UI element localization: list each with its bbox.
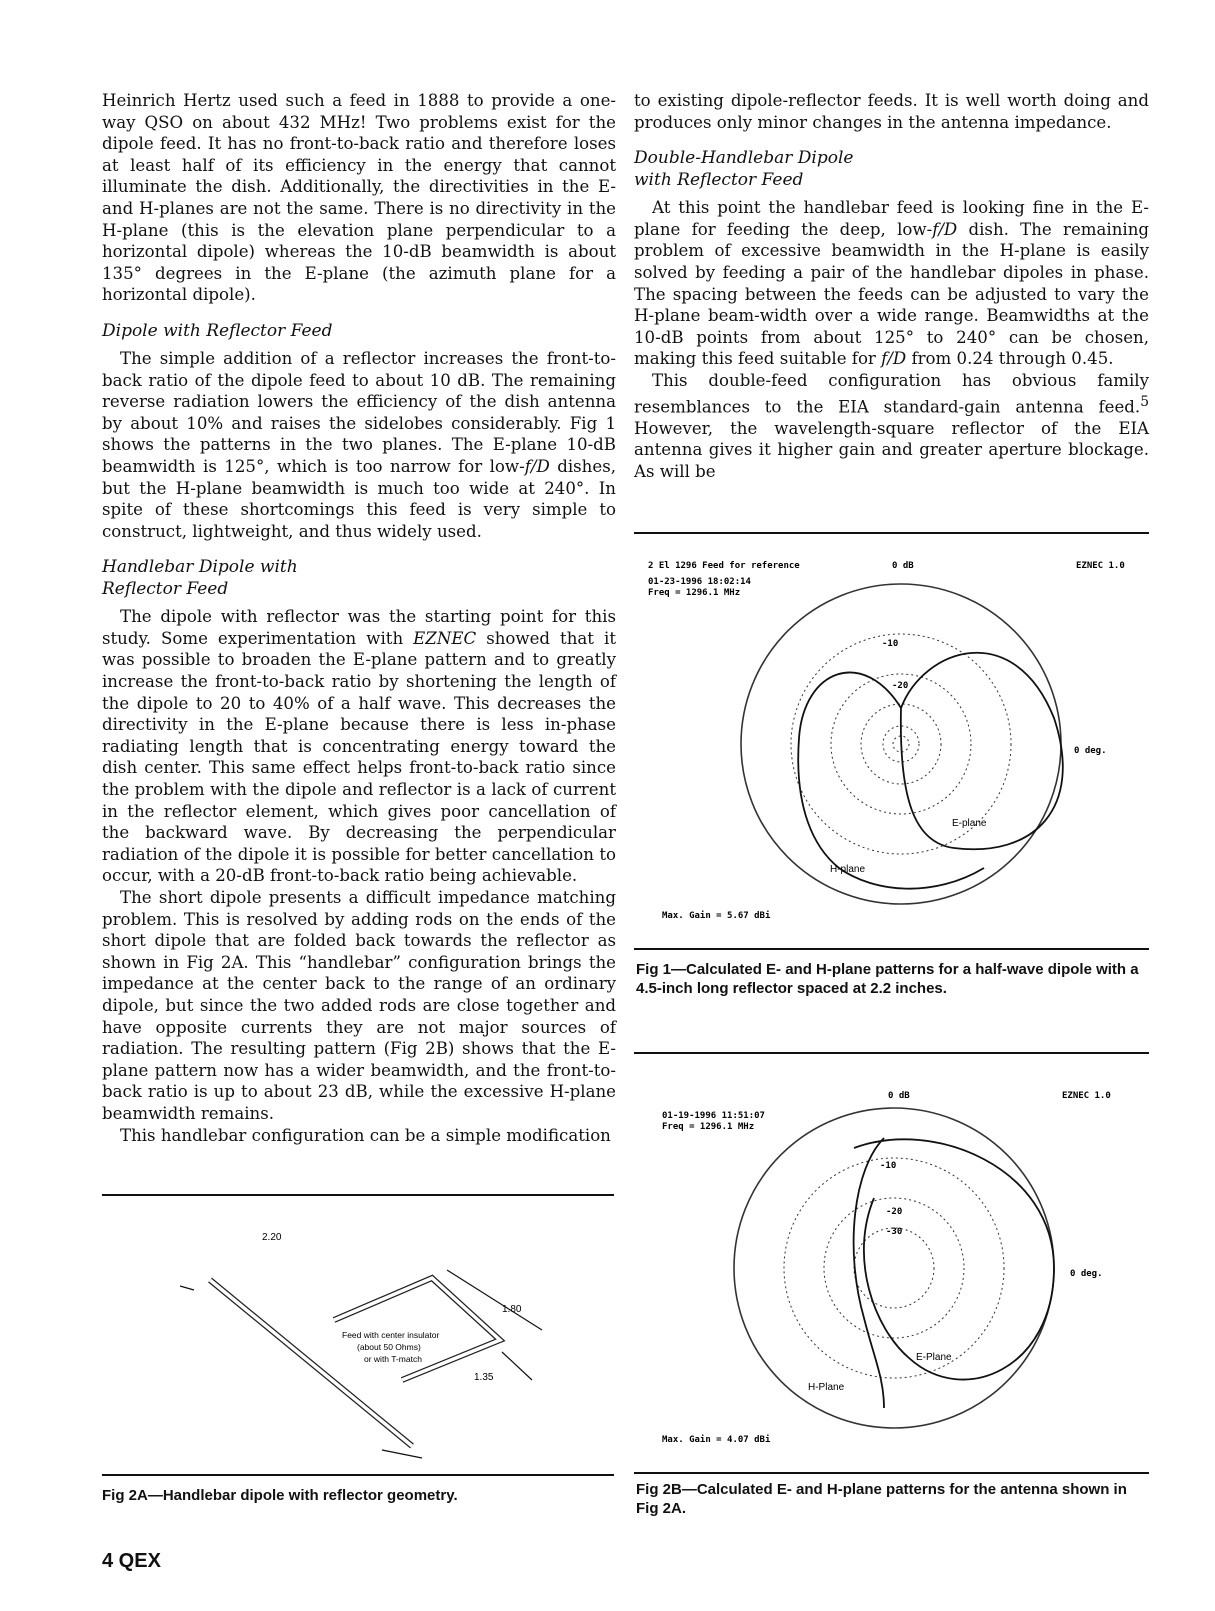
fig1-eplane-label: E-plane bbox=[952, 818, 987, 829]
fig1-header-mid: 0 dB bbox=[892, 561, 914, 571]
ring-30db bbox=[854, 1228, 934, 1308]
dim-label-220: 2.20 bbox=[262, 1232, 282, 1243]
fig1-date: 01-23-1996 18:02:14 bbox=[648, 577, 751, 587]
section-heading: Dipole with Reflector Feed bbox=[102, 320, 333, 341]
figure-rule bbox=[634, 1472, 1149, 1474]
dim-label-180: 1.80 bbox=[502, 1304, 522, 1315]
figure-rule bbox=[102, 1194, 614, 1196]
dim-arrow-left bbox=[180, 1286, 194, 1290]
figure-rule bbox=[634, 532, 1149, 534]
fig1-deg-label: 0 deg. bbox=[1074, 746, 1107, 756]
fig2b-hplane-curve bbox=[854, 1138, 884, 1408]
paragraph: This handlebar configuration can be a simple modification bbox=[120, 1125, 611, 1145]
fig2b-header-right: EZNEC 1.0 bbox=[1062, 1091, 1111, 1101]
fig1-ring-label-20: -20 bbox=[892, 681, 909, 691]
fig2b-ring-label-30: -30 bbox=[886, 1227, 903, 1237]
dim-line-135 bbox=[502, 1352, 532, 1380]
fig1-header-left: 2 El 1296 Feed for reference bbox=[648, 561, 800, 571]
fig2b-eplane-label: E-Plane bbox=[916, 1352, 952, 1363]
section-heading: Double-Handlebar Dipole with Reflector Feed bbox=[634, 148, 854, 191]
fig1-max-gain: Max. Gain = 5.67 dBi bbox=[662, 911, 771, 921]
fig1-hplane-curve bbox=[798, 672, 984, 888]
fig1-hplane-label: H-plane bbox=[830, 864, 866, 875]
fig2a-caption: Fig 2A—Handlebar dipole with reflector geometry. bbox=[102, 1487, 458, 1504]
fig1-freq: Freq = 1296.1 MHz bbox=[648, 588, 741, 598]
paragraph: At this point the handlebar feed is looking fine in the E-plane for feeding the deep, low-f/D dish. The remaining problem of excessive beamwidth in the H-plane is easily solved by feeding a pair of the handlebar dipoles in phase. The spacing between the feeds can be adjusted to vary the H-plane beam-width over a wide range. Beamwidths at the 10-dB points from about 125° to 240° can be chosen, making this feed suitable for f/D from 0.24 through 0.45. bbox=[634, 198, 1150, 369]
fig2b-date: 01-19-1996 11:51:07 bbox=[662, 1111, 765, 1121]
fig2b-caption: Fig 2B—Calculated E- and H-plane patterns for the antenna shown in Fig 2A. bbox=[636, 1481, 1127, 1517]
figure-rule bbox=[634, 1052, 1149, 1054]
fig2b-freq: Freq = 1296.1 MHz bbox=[662, 1122, 755, 1132]
fig1-ring-label-10: -10 bbox=[882, 639, 899, 649]
fig2b-ring-label-20: -20 bbox=[886, 1207, 903, 1217]
left-column bbox=[102, 90, 616, 1146]
dim-line-180 bbox=[447, 1270, 542, 1330]
fig2b-max-gain: Max. Gain = 4.07 dBi bbox=[662, 1435, 771, 1445]
paragraph: The dipole with reflector was the starting point for this study. Some experimentation with EZNEC showed that it was possible to broaden the E-plane pattern and to greatly increase the front-to-back ratio by shortening the length of the dipole to 20 to 40% of a half wave. This decreases the directivity in the E-plane because there is less in-phase radiating length that is concentrating energy toward the dish center. This same effect helps front-to-back ratio since the problem with the dipole and reflector is a lack of current in the reflector element, which gives poor cancellation of the backward wave. By decreasing the perpendicular radiation of the dipole it is possible for better cancellation to occur, with a 20-dB front-to-back ratio being achievable. bbox=[102, 607, 616, 886]
feed-note: (about 50 Ohms) bbox=[357, 1342, 421, 1352]
page-folio: 4 QEX bbox=[102, 1550, 161, 1572]
ring-0db bbox=[734, 1108, 1054, 1428]
fig1-polar-plot bbox=[634, 548, 1149, 928]
right-column bbox=[634, 90, 1149, 482]
fig2b-hplane-label: H-Plane bbox=[808, 1382, 845, 1393]
fig2b-header-mid: 0 dB bbox=[888, 1091, 910, 1101]
handlebar-dipole bbox=[334, 1278, 500, 1380]
fig2b-rings bbox=[734, 1108, 1054, 1428]
paragraph: to existing dipole-reflector feeds. It is well worth doing and produces only minor changes in the antenna impedance. bbox=[634, 91, 1149, 132]
figure-rule bbox=[102, 1474, 614, 1476]
paragraph: Heinrich Hertz used such a feed in 1888 to provide a one-way QSO on about 432 MHz! Two problems exist for the dipole feed. It has no front-to-back ratio and therefore loses at least half of its efficiency in the energy that cannot illuminate the dish. Additionally, the directivities in the E- and H-planes are not the same. There is no directivity in the H-plane (this is the elevation plane perpendicular to a horizontal dipole) whereas the 10-dB beamwidth is about 135° degrees in the E-plane (the azimuth plane for a horizontal dipole). bbox=[102, 91, 616, 305]
ring-20db bbox=[824, 1198, 964, 1338]
paragraph: The short dipole presents a difficult impedance matching problem. This is resolved by adding rods on the ends of the short dipole that are folded back towards the reflector as shown in Fig 2A. This “handlebar” configuration brings the impedance at the center back to the range of an ordinary dipole, but since the two added rods are close together and have opposite currents they are not major sources of radiation. The resulting pattern (Fig 2B) shows that the E-plane pattern now has a wider beamwidth, and the front-to-back ratio is up to about 23 dB, while the excessive H-plane beamwidth remains. bbox=[102, 888, 616, 1123]
section-heading: Handlebar Dipole with Reflector Feed bbox=[102, 557, 298, 600]
paragraph: This double-feed configuration has obvious family resemblances to the EIA standard-gain antenna feed.$^5$ However, the wavelength-square reflector of the EIA antenna gives it higher gain and greater aperture blockage. As will be bbox=[634, 370, 1149, 481]
feed-note: Feed with center insulator bbox=[342, 1330, 440, 1340]
paragraph: The simple addition of a reflector increases the front-to-back ratio of the dipole feed to about 10 dB. The remaining reverse radiation lowers the efficiency of the dish antenna by about 10% and raises the sidelobes considerably. Fig 1 shows the patterns in the two planes. The E-plane 10-dB beamwidth is 125°, which is too narrow for low-f/D dishes, but the H-plane beamwidth is much too wide at 240°. In spite of these shortcomings this feed is very simple to construct, lightweight, and thus widely used. bbox=[102, 348, 616, 541]
fig2b-polar-plot bbox=[634, 1078, 1149, 1458]
fig1-header-right: EZNEC 1.0 bbox=[1076, 561, 1125, 571]
feed-note: or with T-match bbox=[364, 1354, 422, 1364]
dim-label-135: 1.35 bbox=[474, 1372, 494, 1383]
ring-10db bbox=[784, 1158, 1004, 1378]
fig2b-deg-label: 0 deg. bbox=[1070, 1269, 1103, 1279]
fig1-caption: Fig 1—Calculated E- and H-plane patterns for a half-wave dipole with a 4.5-inch long reflector spaced at 2.2 inches. bbox=[636, 961, 1139, 997]
figure-rule bbox=[634, 948, 1149, 950]
fig2a-geometry-drawing bbox=[102, 1200, 614, 1470]
dim-arrow-bottom bbox=[382, 1450, 422, 1458]
fig2b-ring-label-10: -10 bbox=[880, 1161, 897, 1171]
